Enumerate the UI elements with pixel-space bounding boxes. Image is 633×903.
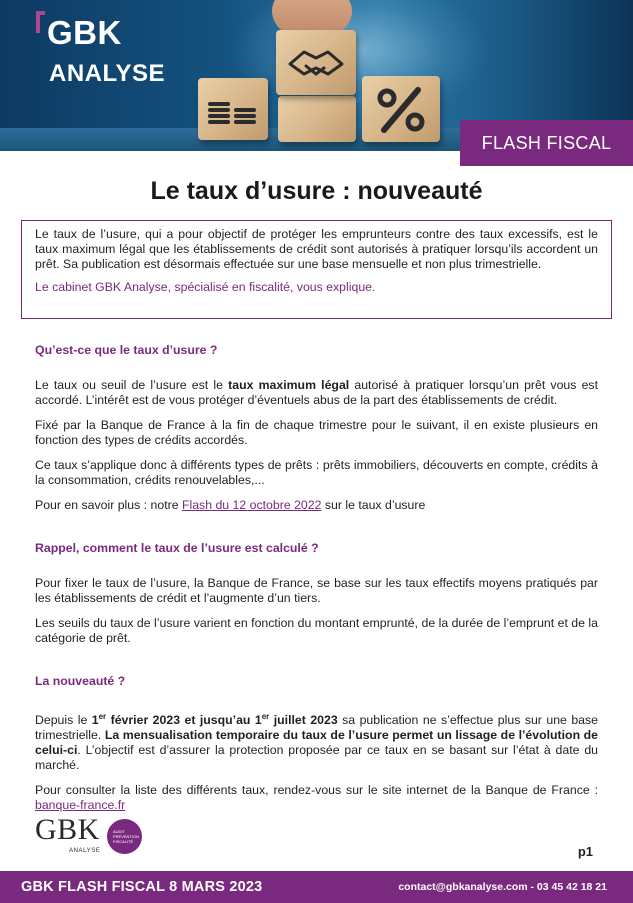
section-heading: La nouveauté ? [35,674,126,688]
banner-light [230,0,490,120]
footer-logo-name: GBK [35,813,100,846]
section-definition [35,343,598,513]
percent-cube-icon [362,76,440,142]
logo-bracket [36,11,45,33]
cube-base [278,96,356,142]
flash-link[interactable]: Flash du 12 octobre 2022 [181,498,322,512]
paragraph: Depuis le 1er février 2023 et jusqu’au 1er juillet 2023 sa publication ne s’effectue plus sur une base trimestrielle. La mensualisation temporaire du taux de l’usure permet un lissage de l’évolution de celui-ci. L’objectif est d’assurer la protection proposée par ce taux en se basant sur l’état à date du marché. [35,712,599,773]
footer-logo-sub: ANALYSE [69,848,101,854]
main-content [35,343,598,841]
section-news [35,674,598,813]
footer-logo-circle: AUDIT PRÉVENTION FISCALITÉ [107,819,142,854]
paragraph: Les seuils du taux de l’usure varient en fonction du montant emprunté, de la durée de l’emprunt et de la catégorie de prêt. [35,616,598,645]
footer-logo [35,815,145,857]
footer-bar [0,871,633,903]
intro-paragraph: Le taux de l’usure, qui a pour objectif de protéger les emprunteurs contre des taux excessifs, est le taux maximum légal que les établissements de crédit sont autorisés à pratiquer lorsqu’ils accordent un prêt. Sa publication est désormais effectuée sur une base mensuelle et non plus trimestrielle. [35,227,598,271]
intro-accent: Le cabinet GBK Analyse, spécialisé en fiscalité, vous explique. [35,280,376,294]
logo-gbk: GBK [47,14,122,51]
paragraph: Pour en savoir plus : notre Flash du 12 octobre 2022 sur le taux d’usure [35,498,426,512]
page-number: p1 [577,844,593,859]
logo-analyse: ANALYSE [49,60,165,87]
page-title: Le taux d’usure : nouveauté [150,177,483,205]
paragraph: Pour consulter la liste des différents taux, rendez-vous sur le site internet de la Banque de France : banque-france.fr [35,783,598,813]
flash-fiscal-tag: FLASH FISCAL [460,120,633,166]
section-heading: Qu’est-ce que le taux d’usure ? [35,343,218,357]
paragraph: Pour fixer le taux de l’usure, la Banque de France, se base sur les taux effectifs moyens pratiqués par les établissements de crédit et l’augmente d’un tiers. [35,576,598,605]
section-calculation [35,541,598,646]
paragraph: Ce taux s’applique donc à différents types de prêts : prêts immobiliers, découverts en compte, crédits à la consommation, crédits renouvelables,... [35,458,598,487]
paragraph: Le taux ou seuil de l’usure est le taux maximum légal autorisé à pratiquer lorsqu’un prêt vous est accordé. L’intérêt est de vous protéger d’éventuels abus de la part des établissements de crédit. [35,378,598,407]
footer-title: GBK FLASH FISCAL 8 MARS 2023 [21,879,263,895]
footer-contact: contact@gbkanalyse.com - 03 45 42 18 21 [398,881,607,893]
banque-france-link[interactable]: banque-france.fr [35,798,126,813]
coins-cube-icon [198,78,268,140]
section-heading: Rappel, comment le taux de l’usure est calculé ? [35,541,319,555]
intro-box [21,220,612,319]
handshake-cube-icon [276,30,356,95]
paragraph: Fixé par la Banque de France à la fin de chaque trimestre pour le suivant, il en existe plusieurs en fonction des types de crédits accordés. [35,418,598,447]
